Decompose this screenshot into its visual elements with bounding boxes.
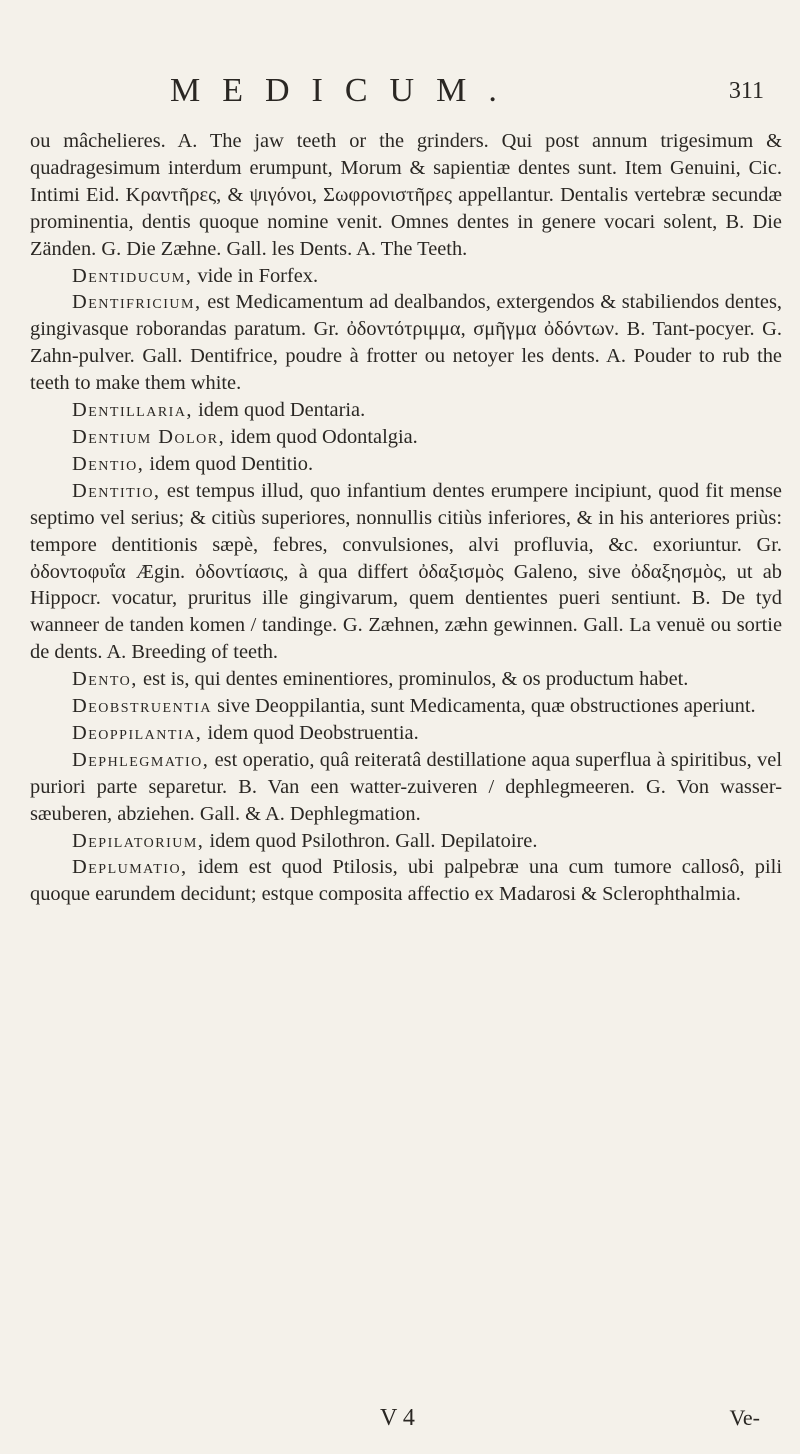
entry-headword: Dentifricium,: [72, 291, 202, 314]
entry-text: est tempus illud, quo infantium dentes erumpere incipiunt, quod fit mense septimo vel serius; & citiùs superiores, nonnullis citiùs inferiores, & in his anteriores priùs: tempore dentitionis sæpè, febres, convulsiones, alvi profluvia, &c. exoriuntur. Gr. ὀδοντοφυΐα Ægin. ὀδοντίασις, à qua differt ὀδαξισμὸς Galeno, sive ὀδαξησμὸς, ut ab Hippocr. vocatur, pruritus ille gingivarum, quem dentientes pueri sentiunt. B. De tyd wanneer de tanden komen / tandinge. G. Zæhnen, zæhn gewinnen. Gall. La venuë ou sortie de dents. A. Breeding of teeth.: [30, 479, 782, 664]
entry-headword: Deobstruentia: [72, 695, 212, 718]
dictionary-entry: [30, 747, 782, 828]
entry-headword: Deplumatio,: [72, 856, 188, 879]
signature-mark: V 4: [380, 1405, 415, 1431]
dictionary-entry: [30, 666, 782, 693]
entry-text: idem quod Dentitio.: [149, 452, 314, 475]
entry-headword: Dephlegmatio,: [72, 748, 210, 771]
dictionary-entry: [30, 451, 782, 478]
dictionary-entry: [30, 289, 782, 397]
dictionary-entry: [30, 263, 782, 290]
dictionary-entry: [30, 478, 782, 666]
entry-headword: Dento,: [72, 668, 138, 691]
entry-text: vide in Forfex.: [197, 264, 319, 287]
catchword: Ve-: [729, 1405, 760, 1430]
dictionary-entry: [30, 854, 782, 908]
page-header: [0, 72, 800, 122]
page-footer: [0, 1405, 800, 1435]
entry-text: est is, qui dentes eminentiores, prominulos, & os productum habet.: [143, 668, 689, 691]
dictionary-entry: [30, 397, 782, 424]
entry-continuation: [30, 128, 782, 263]
dictionary-entry: [30, 424, 782, 451]
dictionary-body: [30, 128, 782, 908]
entry-text: idem quod Dentaria.: [198, 399, 366, 422]
entry-text: idem quod Psilothron. Gall. Depilatoire.: [209, 829, 538, 852]
entry-text: idem est quod Ptilosis, ubi palpebræ una cum tumore callosô, pili quoque earundem decidunt; estque composita affectio ex Madarosi & Sclerophthalmia.: [30, 856, 782, 906]
entry-text: est Medicamentum ad dealbandos, extergendos & stabiliendos dentes, gingivasque roborandas paratum. Gr. ὀδοντότριμμα, σμῆγμα ὀδόντων. B. Tant-pocyer. G. Zahn-pulver. Gall. Dentifrice, poudre à frotter ou netoyer les dents. A. Pouder to rub the teeth to make them white.: [30, 291, 782, 395]
entry-headword: Dentio,: [72, 452, 145, 475]
entry-text: idem quod Deobstruentia.: [207, 721, 419, 744]
page-number: 311: [728, 78, 764, 104]
entry-headword: Dentiducum,: [72, 264, 193, 287]
entry-headword: Dentium Dolor,: [72, 425, 226, 448]
entry-text: ou mâchelieres. A. The jaw teeth or the grinders. Qui post annum trigesimum & quadragesimum interdum erumpunt, Morum & sapientiæ dentes sunt. Item Genuini, Cic. Intimi Eid. Κραντῆρες, & ψιγόνοι, Σωφρονιστῆρες appellantur. Dentalis vertebræ secundæ prominentia, dentis quoque nomine venit. Omnes dentes in genere vocari solent, B. Die Zänden. G. Die Zæhne. Gall. les Dents. A. The Teeth.: [30, 130, 782, 260]
entry-headword: Dentitio,: [72, 479, 161, 502]
entry-headword: Deoppilantia,: [72, 721, 203, 744]
dictionary-entry: [30, 828, 782, 855]
running-head: MEDICUM.: [170, 72, 519, 109]
dictionary-entry: [30, 693, 782, 720]
dictionary-entry: [30, 720, 782, 747]
entry-headword: Depilatorium,: [72, 829, 205, 852]
entry-text: sive Deoppilantia, sunt Medicamenta, quæ obstructiones aperiunt.: [217, 695, 756, 718]
entry-text: idem quod Odontalgia.: [230, 425, 418, 448]
entry-headword: Dentillaria,: [72, 399, 194, 422]
entry-text: est operatio, quâ reiteratâ destillatione aqua superflua à spiritibus, vel puriori parte separetur. B. Van een watter-zuiveren / dephlegmeeren. G. Von wasser-sæuberen, abziehen. Gall. & A. Dephlegmation.: [30, 748, 782, 825]
